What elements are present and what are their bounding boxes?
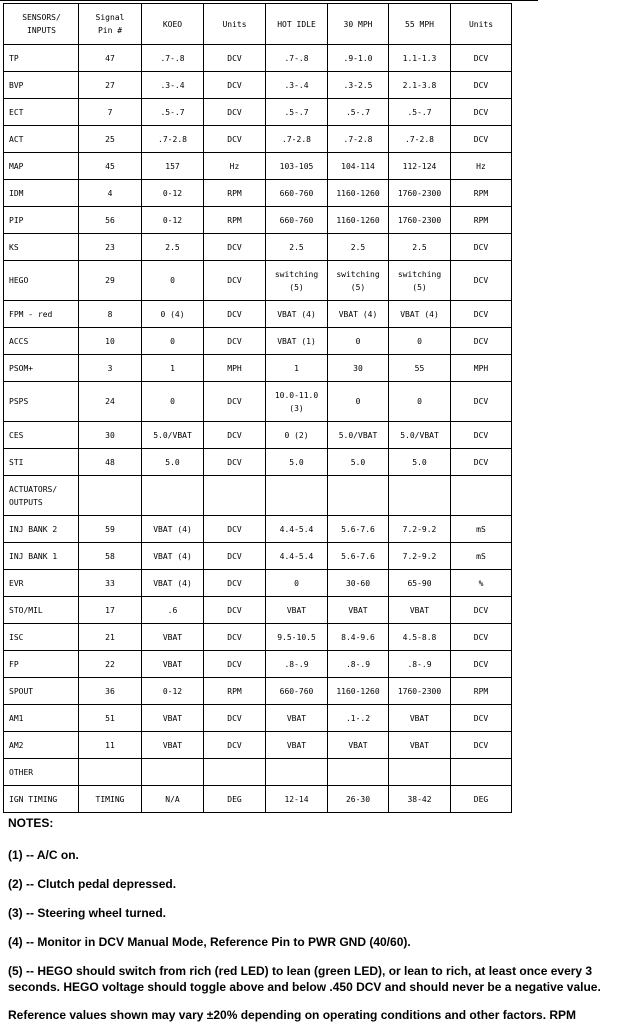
table-cell: .7-.8 [142, 45, 204, 72]
table-cell: .5-.7 [389, 99, 451, 126]
table-cell: 59 [79, 516, 142, 543]
table-cell [451, 476, 512, 516]
table-cell: 112-124 [389, 153, 451, 180]
table-cell: .3-2.5 [328, 72, 389, 99]
table-cell: RPM [204, 207, 266, 234]
table-cell [204, 476, 266, 516]
top-rule [0, 0, 538, 1]
table-cell: DCV [451, 72, 512, 99]
table-cell: 4.4-5.4 [266, 543, 328, 570]
table-cell: .7-2.8 [142, 126, 204, 153]
table-cell: VBAT (4) [266, 301, 328, 328]
table-cell: 660-760 [266, 180, 328, 207]
table-cell: VBAT [328, 597, 389, 624]
table-cell: DCV [451, 382, 512, 422]
table-cell: Hz [451, 153, 512, 180]
table-cell: 103-105 [266, 153, 328, 180]
table-cell: .1-.2 [328, 705, 389, 732]
header-cell: 55 MPH [389, 4, 451, 45]
table-row [4, 570, 512, 597]
table-row [4, 624, 512, 651]
table-cell: 33 [79, 570, 142, 597]
table-cell: 0-12 [142, 678, 204, 705]
table-cell: 51 [79, 705, 142, 732]
note-line: (3) -- Steering wheel turned. [8, 906, 167, 920]
table-cell: INJ BANK 1 [4, 543, 79, 570]
table-row [4, 516, 512, 543]
table-cell: DCV [451, 45, 512, 72]
table-cell: AM2 [4, 732, 79, 759]
table-cell: 660-760 [266, 678, 328, 705]
table-cell: TIMING [79, 786, 142, 813]
table-cell: DCV [204, 516, 266, 543]
table-cell: Hz [204, 153, 266, 180]
table-cell: 660-760 [266, 207, 328, 234]
table-cell: VBAT [389, 597, 451, 624]
note-line: Reference values shown may vary ±20% depending on operating conditions and other factors. RPM [8, 1008, 577, 1022]
table-cell: 2.5 [266, 234, 328, 261]
table-cell: VBAT (4) [142, 516, 204, 543]
table-cell [79, 476, 142, 516]
table-cell: CES [4, 422, 79, 449]
table-cell: 36 [79, 678, 142, 705]
table-cell: 27 [79, 72, 142, 99]
table-cell: DCV [451, 624, 512, 651]
table-cell: 5.6-7.6 [328, 516, 389, 543]
table-cell: 56 [79, 207, 142, 234]
table-cell: 5.0 [266, 449, 328, 476]
table-cell [389, 476, 451, 516]
table-cell: KS [4, 234, 79, 261]
table-cell: 47 [79, 45, 142, 72]
table-cell: DCV [204, 422, 266, 449]
table-cell: 0 (4) [142, 301, 204, 328]
table-cell: SPOUT [4, 678, 79, 705]
note-line: seconds. HEGO voltage should toggle above and below .450 DCV and should never be a negative value. [8, 980, 601, 994]
table-cell [266, 476, 328, 516]
table-cell: DCV [204, 261, 266, 301]
table-cell [204, 759, 266, 786]
table-cell [328, 759, 389, 786]
table-cell: IGN TIMING [4, 786, 79, 813]
table-cell: 0 (2) [266, 422, 328, 449]
table-cell: switching (5) [266, 261, 328, 301]
table-cell: 0 [142, 261, 204, 301]
table-cell: DCV [204, 99, 266, 126]
table-cell: DCV [451, 126, 512, 153]
table-cell: 2.5 [389, 234, 451, 261]
table-cell: 11 [79, 732, 142, 759]
table-cell: 1 [266, 355, 328, 382]
table-row [4, 207, 512, 234]
table-cell: VBAT [142, 705, 204, 732]
note-line: (1) -- A/C on. [8, 848, 79, 862]
table-cell: 4 [79, 180, 142, 207]
table-cell: 5.0 [328, 449, 389, 476]
header-cell: 30 MPH [328, 4, 389, 45]
specification-table [3, 3, 512, 813]
table-cell: 38-42 [389, 786, 451, 813]
table-cell: 65-90 [389, 570, 451, 597]
table-cell: MPH [204, 355, 266, 382]
table-cell: VBAT [266, 597, 328, 624]
table-cell: DCV [451, 732, 512, 759]
table-cell: 24 [79, 382, 142, 422]
table-row [4, 476, 512, 516]
table-cell: DCV [204, 624, 266, 651]
table-cell: 157 [142, 153, 204, 180]
table-cell: DCV [204, 570, 266, 597]
table-cell: .6 [142, 597, 204, 624]
table-cell: 9.5-10.5 [266, 624, 328, 651]
table-cell: VBAT (1) [266, 328, 328, 355]
table-row [4, 597, 512, 624]
table-cell [451, 759, 512, 786]
table-cell: ISC [4, 624, 79, 651]
table-cell: .5-.7 [142, 99, 204, 126]
table-cell: .8-.9 [328, 651, 389, 678]
table-cell: switching (5) [328, 261, 389, 301]
note-line: (2) -- Clutch pedal depressed. [8, 877, 177, 891]
note-line: (4) -- Monitor in DCV Manual Mode, Reference Pin to PWR GND (40/60). [8, 935, 411, 949]
table-cell: VBAT [266, 732, 328, 759]
table-cell: switching (5) [389, 261, 451, 301]
table-cell: 7 [79, 99, 142, 126]
table-row [4, 180, 512, 207]
table-row [4, 261, 512, 301]
table-cell: .9-1.0 [328, 45, 389, 72]
table-cell [142, 476, 204, 516]
table-cell: EVR [4, 570, 79, 597]
table-cell: mS [451, 543, 512, 570]
table-cell: 1760-2300 [389, 180, 451, 207]
table-cell: DCV [451, 99, 512, 126]
table-cell: DCV [451, 328, 512, 355]
table-cell: 0 [328, 328, 389, 355]
table-row [4, 99, 512, 126]
table-cell: STI [4, 449, 79, 476]
table-cell: RPM [204, 678, 266, 705]
table-cell: 3 [79, 355, 142, 382]
table-cell: % [451, 570, 512, 597]
table-cell: .5-.7 [266, 99, 328, 126]
table-cell: 10 [79, 328, 142, 355]
header-row [4, 4, 512, 45]
table-cell: 10.0-11.0 (3) [266, 382, 328, 422]
table-cell: DCV [451, 301, 512, 328]
table-cell: DCV [204, 234, 266, 261]
table-cell: DEG [451, 786, 512, 813]
table-cell: 8.4-9.6 [328, 624, 389, 651]
table-cell: RPM [451, 180, 512, 207]
table-cell: AM1 [4, 705, 79, 732]
table-cell: VBAT (4) [142, 543, 204, 570]
table-cell: MAP [4, 153, 79, 180]
table-cell: VBAT [328, 732, 389, 759]
table-cell: 55 [389, 355, 451, 382]
table-cell: 0 [389, 382, 451, 422]
table-cell: 22 [79, 651, 142, 678]
table-cell: PIP [4, 207, 79, 234]
table-row [4, 126, 512, 153]
table-cell: RPM [204, 180, 266, 207]
table-cell: 0 [389, 328, 451, 355]
table-cell: 17 [79, 597, 142, 624]
table-cell: VBAT [389, 732, 451, 759]
table-cell: 1 [142, 355, 204, 382]
table-row [4, 786, 512, 813]
table-cell: RPM [451, 207, 512, 234]
table-cell: DCV [204, 72, 266, 99]
table-cell: 30 [328, 355, 389, 382]
table-cell: 30-60 [328, 570, 389, 597]
table-cell: INJ BANK 2 [4, 516, 79, 543]
header-cell: KOEO [142, 4, 204, 45]
header-cell: SENSORS/ INPUTS [4, 4, 79, 45]
table-cell: .7-2.8 [389, 126, 451, 153]
table-cell: 1760-2300 [389, 207, 451, 234]
table-cell: 5.0/VBAT [142, 422, 204, 449]
table-cell: 4.4-5.4 [266, 516, 328, 543]
table-row [4, 72, 512, 99]
table-row [4, 301, 512, 328]
table-cell: .8-.9 [266, 651, 328, 678]
table-cell: 104-114 [328, 153, 389, 180]
table-row [4, 153, 512, 180]
header-cell: HOT IDLE [266, 4, 328, 45]
table-cell: 2.5 [142, 234, 204, 261]
table-cell: 48 [79, 449, 142, 476]
table-cell: STO/MIL [4, 597, 79, 624]
table-cell: DCV [204, 382, 266, 422]
table-cell: 58 [79, 543, 142, 570]
table-cell: DCV [204, 328, 266, 355]
table-cell [266, 759, 328, 786]
table-cell: 23 [79, 234, 142, 261]
table-row [4, 678, 512, 705]
table-cell: 0 [266, 570, 328, 597]
table-cell: 1760-2300 [389, 678, 451, 705]
table-cell: VBAT (4) [328, 301, 389, 328]
table-cell: 25 [79, 126, 142, 153]
header-cell: Units [204, 4, 266, 45]
table-cell: 7.2-9.2 [389, 543, 451, 570]
table-row [4, 705, 512, 732]
table-row [4, 45, 512, 72]
table-cell: 1160-1260 [328, 207, 389, 234]
table-cell: 0 [328, 382, 389, 422]
table-cell: DCV [204, 126, 266, 153]
header-cell: Units [451, 4, 512, 45]
table-cell: ECT [4, 99, 79, 126]
table-cell: 1160-1260 [328, 180, 389, 207]
table-cell: ACTUATORS/ OUTPUTS [4, 476, 79, 516]
table-row [4, 382, 512, 422]
table-cell: 0-12 [142, 180, 204, 207]
table-row [4, 355, 512, 382]
table-cell: VBAT (4) [389, 301, 451, 328]
table-cell: .5-.7 [328, 99, 389, 126]
table-cell: 7.2-9.2 [389, 516, 451, 543]
table-cell: DCV [451, 705, 512, 732]
table-row [4, 449, 512, 476]
table-row [4, 543, 512, 570]
table-cell: VBAT [389, 705, 451, 732]
table-cell [79, 759, 142, 786]
table-cell: BVP [4, 72, 79, 99]
table-cell [328, 476, 389, 516]
table-cell: DCV [204, 45, 266, 72]
table-cell: .3-.4 [142, 72, 204, 99]
table-cell: DCV [451, 651, 512, 678]
table-cell: N/A [142, 786, 204, 813]
table-cell: 1160-1260 [328, 678, 389, 705]
table-cell: IDM [4, 180, 79, 207]
table-cell: 0-12 [142, 207, 204, 234]
table-cell: 45 [79, 153, 142, 180]
table-cell: DCV [451, 261, 512, 301]
table-cell: VBAT (4) [142, 570, 204, 597]
table-cell: 5.6-7.6 [328, 543, 389, 570]
table-cell: 26-30 [328, 786, 389, 813]
table-cell: FPM - red [4, 301, 79, 328]
table-row [4, 234, 512, 261]
table-row [4, 328, 512, 355]
table-cell: ACCS [4, 328, 79, 355]
header-cell: Signal Pin # [79, 4, 142, 45]
table-row [4, 759, 512, 786]
table-cell: DCV [451, 597, 512, 624]
table-cell: RPM [451, 678, 512, 705]
table-cell: PSOM+ [4, 355, 79, 382]
table-cell: HEGO [4, 261, 79, 301]
table-cell: ACT [4, 126, 79, 153]
table-row [4, 651, 512, 678]
table-cell: .8-.9 [389, 651, 451, 678]
table-cell: DCV [451, 449, 512, 476]
table-cell: 0 [142, 382, 204, 422]
table-cell: DCV [204, 543, 266, 570]
table-cell: 5.0 [142, 449, 204, 476]
table-cell: 21 [79, 624, 142, 651]
table-cell: DCV [204, 449, 266, 476]
table-cell: DCV [204, 732, 266, 759]
table-cell: VBAT [142, 732, 204, 759]
table-cell: DCV [204, 597, 266, 624]
table-cell: DCV [451, 422, 512, 449]
table-cell: 0 [142, 328, 204, 355]
table-cell: 5.0/VBAT [389, 422, 451, 449]
table-cell: 2.1-3.8 [389, 72, 451, 99]
table-cell: VBAT [142, 651, 204, 678]
table-cell: OTHER [4, 759, 79, 786]
table-cell: 8 [79, 301, 142, 328]
table-row [4, 732, 512, 759]
table-cell: .3-.4 [266, 72, 328, 99]
table-cell: 1.1-1.3 [389, 45, 451, 72]
notes-title: NOTES: [8, 816, 54, 830]
table-cell: TP [4, 45, 79, 72]
table-cell: mS [451, 516, 512, 543]
table-cell: VBAT [266, 705, 328, 732]
table-cell: DCV [204, 651, 266, 678]
table-cell: MPH [451, 355, 512, 382]
table-cell: 5.0 [389, 449, 451, 476]
note-line: (5) -- HEGO should switch from rich (red LED) to lean (green LED), or lean to rich, at least once every 3 [8, 964, 593, 978]
table-cell: 4.5-8.8 [389, 624, 451, 651]
table-row [4, 422, 512, 449]
table-cell: 12-14 [266, 786, 328, 813]
table-cell [389, 759, 451, 786]
table-cell: .7-.8 [266, 45, 328, 72]
table-cell: DCV [451, 234, 512, 261]
table-cell: DCV [204, 301, 266, 328]
table-cell: .7-2.8 [328, 126, 389, 153]
table-cell: 5.0/VBAT [328, 422, 389, 449]
table-cell: FP [4, 651, 79, 678]
table-cell: 29 [79, 261, 142, 301]
table-cell: 2.5 [328, 234, 389, 261]
table-cell: .7-2.8 [266, 126, 328, 153]
table-cell [142, 759, 204, 786]
table-cell: DCV [204, 705, 266, 732]
table-cell: VBAT [142, 624, 204, 651]
table-cell: PSPS [4, 382, 79, 422]
table-cell: DEG [204, 786, 266, 813]
table-cell: 30 [79, 422, 142, 449]
